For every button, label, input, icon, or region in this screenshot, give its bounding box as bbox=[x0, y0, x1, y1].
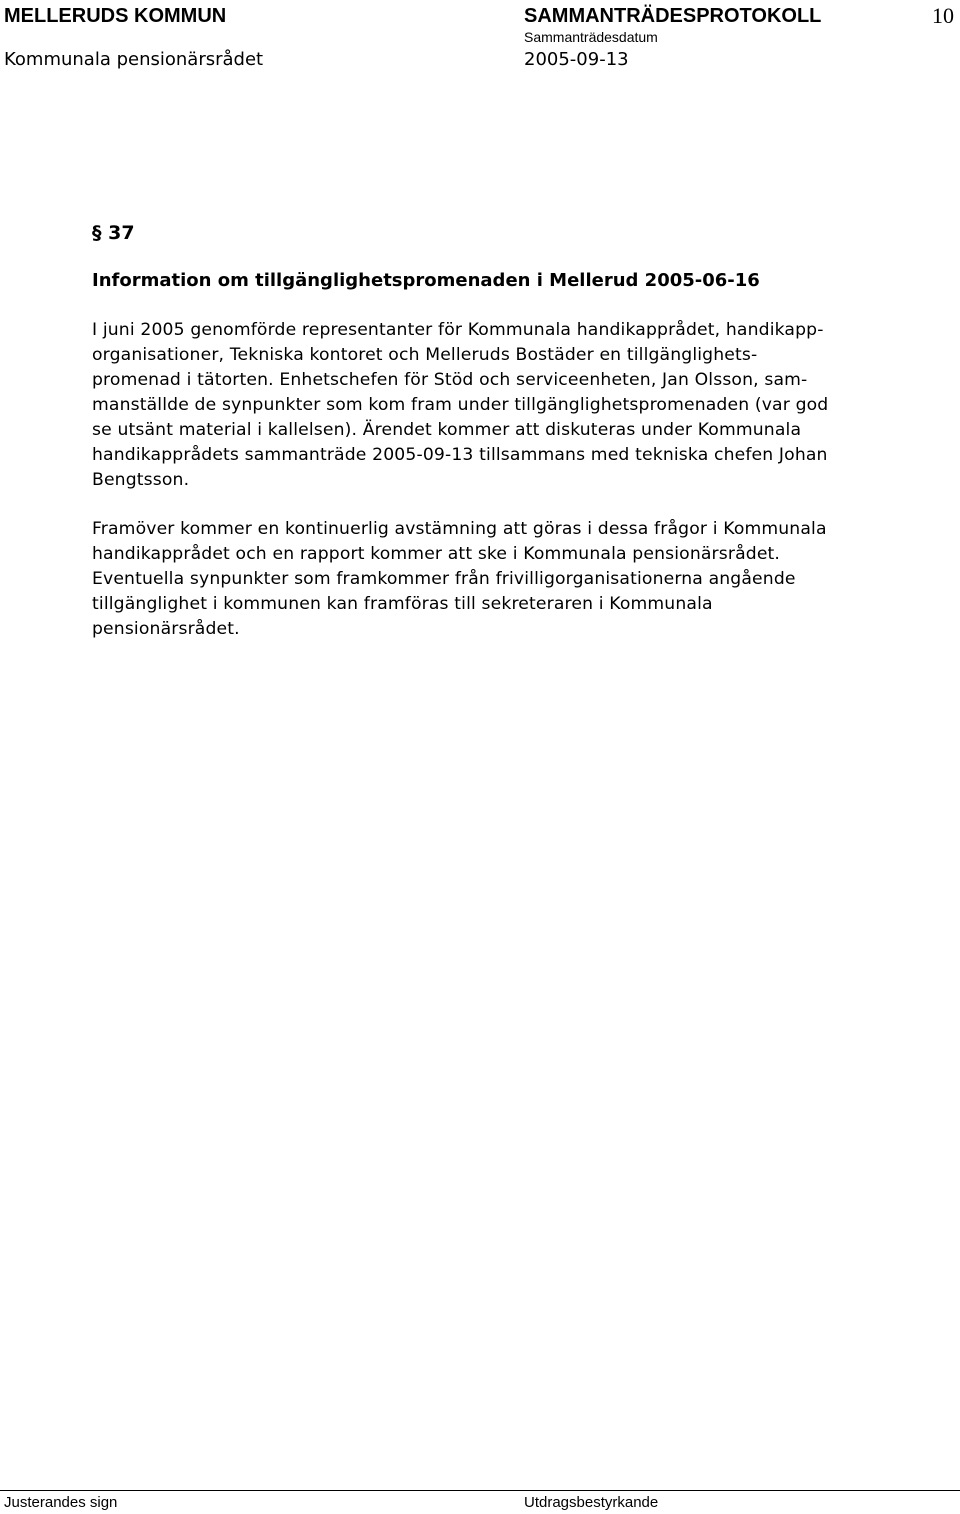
page-number: 10 bbox=[932, 3, 954, 28]
paragraph-line: Framöver kommer en kontinuerlig avstämning att göras i dessa frågor i Kommunala bbox=[92, 519, 827, 539]
section-title: Information om tillgänglighetspromenaden i Mellerud 2005-06-16 bbox=[92, 270, 760, 291]
organization-name: MELLERUDS KOMMUN bbox=[4, 5, 227, 27]
paragraph-line: se utsänt material i kallelsen). Ärendet kommer att diskuteras under Kommunala bbox=[92, 420, 802, 440]
board-name: Kommunala pensionärsrådet bbox=[4, 49, 264, 70]
footer-divider bbox=[0, 1490, 960, 1491]
paragraph-line: Bengtsson. bbox=[92, 470, 190, 490]
paragraph-line: I juni 2005 genomförde representanter för Kommunala handikapprådet, handikapp- bbox=[92, 320, 824, 340]
paragraph-line: organisationer, Tekniska kontoret och Melleruds Bostäder en tillgänglighets- bbox=[92, 345, 758, 365]
paragraph-line: Eventuella synpunkter som framkommer från frivilligorganisationerna angående bbox=[92, 569, 796, 589]
section-number: § 37 bbox=[92, 222, 135, 244]
document-type: SAMMANTRÄDESPROTOKOLL bbox=[524, 5, 822, 27]
paragraph-line: tillgänglighet i kommunen kan framföras till sekreteraren i Kommunala bbox=[92, 594, 713, 614]
meeting-date-label: Sammanträdesdatum bbox=[524, 29, 658, 45]
extract-certification-label: Utdragsbestyrkande bbox=[524, 1494, 659, 1511]
paragraph-line: manställde de synpunkter som kom fram under tillgänglighetspromenaden (var god bbox=[92, 395, 829, 415]
meeting-date: 2005-09-13 bbox=[524, 49, 629, 70]
paragraph-line: handikapprådets sammanträde 2005-09-13 tillsammans med tekniska chefen Johan bbox=[92, 445, 828, 465]
paragraph-line: pensionärsrådet. bbox=[92, 619, 240, 639]
adjuster-signature-label: Justerandes sign bbox=[4, 1494, 118, 1511]
body-paragraph-2 bbox=[92, 517, 960, 642]
paragraph-line: handikapprådet och en rapport kommer att ske i Kommunala pensionärsrådet. bbox=[92, 544, 781, 564]
paragraph-line: promenad i tätorten. Enhetschefen för Stöd och serviceenheten, Jan Olsson, sam- bbox=[92, 370, 808, 390]
body-paragraph-1 bbox=[92, 318, 960, 493]
